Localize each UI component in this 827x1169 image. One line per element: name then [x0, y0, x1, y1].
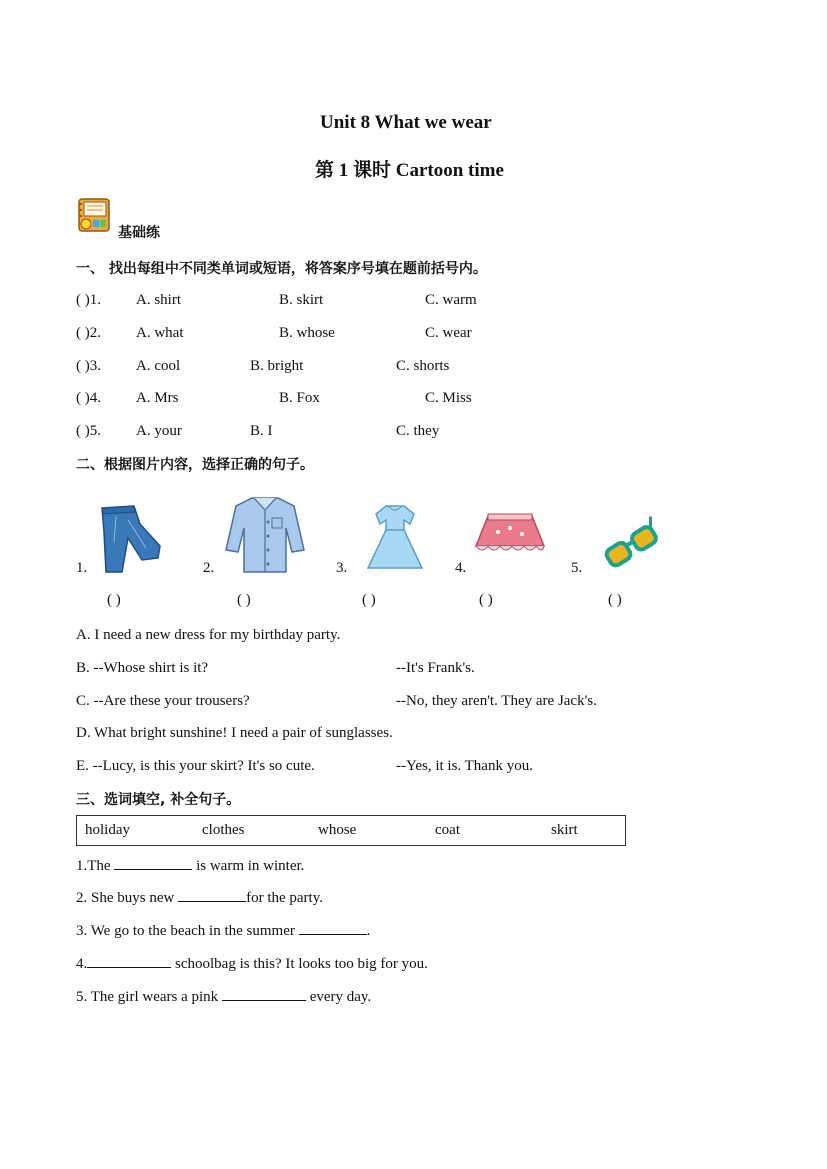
- q4-option-a: A. Mrs: [136, 390, 179, 406]
- option-b-reply: --It's Frank's.: [396, 660, 475, 676]
- section1-title: 一、 找出每组中不同类单词或短语，将答案序号填在题前括号内。: [76, 261, 487, 277]
- sentence-3-start: 3. We go to the beach in the summer: [76, 923, 299, 939]
- picture-5-number: 5.: [571, 560, 583, 576]
- option-d: D. What bright sunshine! I need a pair of sunglasses.: [76, 725, 393, 741]
- q1-option-a: A. shirt: [136, 292, 181, 308]
- blank-5[interactable]: [222, 986, 306, 1001]
- lesson-title: 第 1 课时 Cartoon time: [315, 160, 504, 181]
- picture-3-answer[interactable]: ( ): [362, 592, 376, 608]
- sentence-2-start: 2. She buys new: [76, 890, 179, 906]
- section2-title: 二、根据图片内容，选择正确的句子。: [76, 457, 314, 473]
- sentence-3-end: .: [366, 923, 371, 939]
- sentence-4-end: schoolbag is this? It looks too big for you.: [171, 956, 428, 972]
- fill-sentence-2: [76, 887, 323, 907]
- q2-option-b: B. whose: [279, 325, 335, 341]
- option-e: E. --Lucy, is this your skirt? It's so cute.: [76, 758, 315, 774]
- q5-option-b: B. I: [250, 423, 273, 439]
- q1-option-b: B. skirt: [279, 292, 324, 308]
- sentence-5-end: every day.: [305, 989, 372, 1005]
- option-a: A. I need a new dress for my birthday party.: [76, 627, 341, 643]
- q3-option-a: A. cool: [136, 358, 181, 374]
- sentence-1-start: 1.The: [76, 858, 115, 874]
- skirt-icon: [474, 512, 546, 556]
- q5-option-c: C. they: [396, 423, 440, 439]
- sentence-4-start: 4.: [76, 956, 88, 972]
- option-c: C. --Are these your trousers?: [76, 693, 250, 709]
- picture-1-number: 1.: [76, 560, 88, 576]
- picture-4-answer[interactable]: ( ): [479, 592, 493, 608]
- badge-label: 基础练: [118, 225, 160, 241]
- picture-2-answer[interactable]: ( ): [237, 592, 251, 608]
- option-b: B. --Whose shirt is it?: [76, 660, 209, 676]
- trousers-icon: [98, 502, 164, 574]
- picture-5-answer[interactable]: ( ): [608, 592, 622, 608]
- q4-number: ( )4.: [76, 390, 101, 406]
- q2-option-c: C. wear: [425, 325, 472, 341]
- fill-sentence-3: [76, 920, 370, 940]
- option-e-reply: --Yes, it is. Thank you.: [396, 758, 533, 774]
- fill-sentence-5: [76, 986, 371, 1006]
- picture-1-answer[interactable]: ( ): [107, 592, 121, 608]
- blank-3[interactable]: [299, 920, 367, 935]
- q3-option-b: B. bright: [250, 358, 304, 374]
- picture-3-number: 3.: [336, 560, 348, 576]
- shirt-icon: [224, 494, 306, 574]
- word-bank-item: clothes: [202, 822, 245, 838]
- q2-number: ( )2.: [76, 325, 101, 341]
- sentence-5-start: 5. The girl wears a pink: [76, 989, 222, 1005]
- q4-option-b: B. Fox: [279, 390, 320, 406]
- q5-option-a: A. your: [136, 423, 182, 439]
- q3-number: ( )3.: [76, 358, 101, 374]
- sentence-1-end: is warm in winter.: [192, 858, 305, 874]
- q2-option-a: A. what: [136, 325, 184, 341]
- option-c-reply: --No, they aren't. They are Jack's.: [396, 693, 597, 709]
- section3-title: 三、选词填空, 补全句子。: [76, 792, 241, 808]
- fill-sentence-4: [76, 953, 428, 973]
- unit-title: Unit 8 What we wear: [320, 112, 492, 133]
- picture-4-number: 4.: [455, 560, 467, 576]
- q1-number: ( )1.: [76, 292, 101, 308]
- word-bank-item: holiday: [85, 822, 130, 838]
- picture-2-number: 2.: [203, 560, 215, 576]
- q4-option-c: C. Miss: [425, 390, 472, 406]
- q3-option-c: C. shorts: [396, 358, 450, 374]
- sentence-2-end: for the party.: [246, 890, 323, 906]
- q1-option-c: C. warm: [425, 292, 477, 308]
- word-bank-item: skirt: [551, 822, 578, 838]
- dress-icon: [364, 504, 426, 572]
- notebook-icon: [76, 196, 112, 234]
- blank-2[interactable]: [178, 887, 246, 902]
- word-bank-item: whose: [318, 822, 357, 838]
- blank-1[interactable]: [114, 855, 192, 870]
- fill-sentence-1: [76, 855, 304, 875]
- sunglasses-icon: [600, 515, 662, 573]
- blank-4[interactable]: [87, 953, 171, 968]
- q5-number: ( )5.: [76, 423, 101, 439]
- word-bank-item: coat: [435, 822, 460, 838]
